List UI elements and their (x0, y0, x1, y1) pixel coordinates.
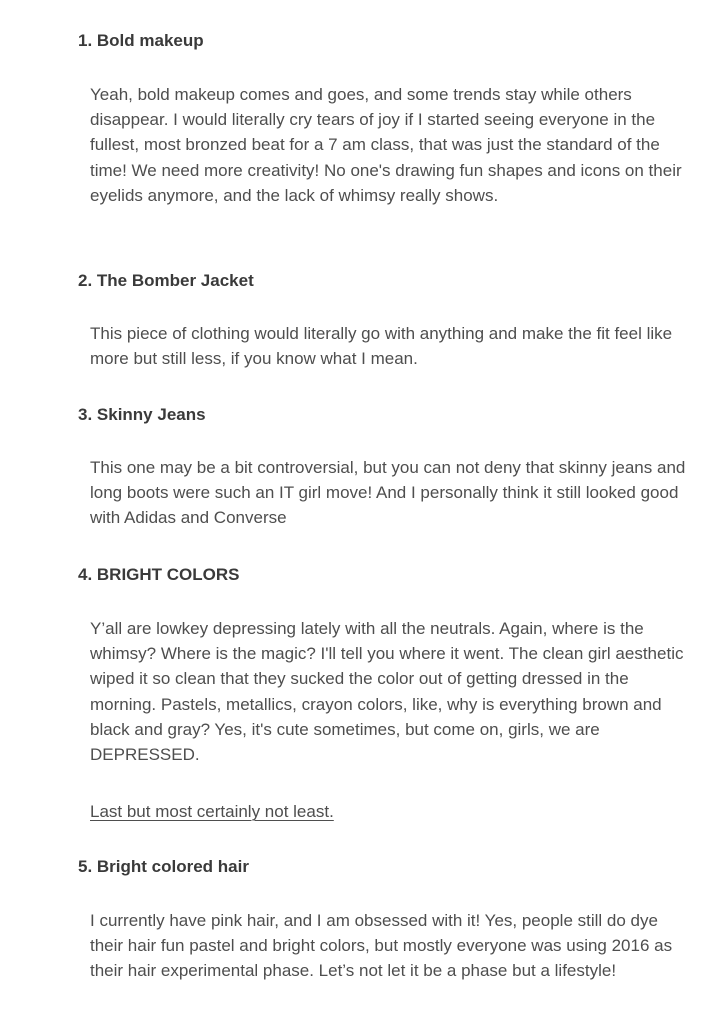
section-text-bomber-jacket: This piece of clothing would literally go with anything and make the fit feel like more but still less, if you know what I mean. (90, 324, 673, 369)
section-heading-bold-makeup: 1. Bold makeup (78, 31, 204, 50)
section-heading-bomber-jacket: 2. The Bomber Jacket (78, 271, 254, 290)
section-text-bright-colors: Y’all are lowkey depressing lately with all the neutrals. Again, where is the whimsy? Where is the magic? I'll tell you where it went. The clean girl aesthetic wiped it so clean that they sucked the color out of getting dressed in the morning. Pastels, metallics, crayon colors, like, why is everything brown and black and gray? Yes, it's cute sometimes, but come on, girls, we are DEPRESSED. (90, 619, 684, 765)
section-text-bold-makeup: Yeah, bold makeup comes and goes, and some trends stay while others disappear. I would literally cry tears of joy if I started seeing everyone in the fullest, most bronzed beat for a 7 am class, that was just the standard of the time! We need more creativity! No one's drawing fun shapes and icons on their eyelids anymore, and the lack of whimsy really shows. (90, 85, 682, 205)
section-text-skinny-jeans: This one may be a bit controversial, but you can not deny that skinny jeans and long boots were such an IT girl move! And I personally think it still looked good with Adidas and Converse (90, 458, 686, 528)
section-heading-bright-colors: 4. BRIGHT COLORS (78, 565, 240, 584)
section-text-bright-hair: I currently have pink hair, and I am obsessed with it! Yes, people still do dye their hair fun pastel and bright colors, but mostly everyone was using 2016 as their hair experimental phase. Let’s not let it be a phase but a lifestyle! (90, 911, 673, 981)
section-heading-bright-hair: 5. Bright colored hair (78, 857, 249, 876)
last-but-not-least-link[interactable]: Last but most certainly not least. (90, 802, 334, 821)
section-heading-skinny-jeans: 3. Skinny Jeans (78, 405, 206, 424)
